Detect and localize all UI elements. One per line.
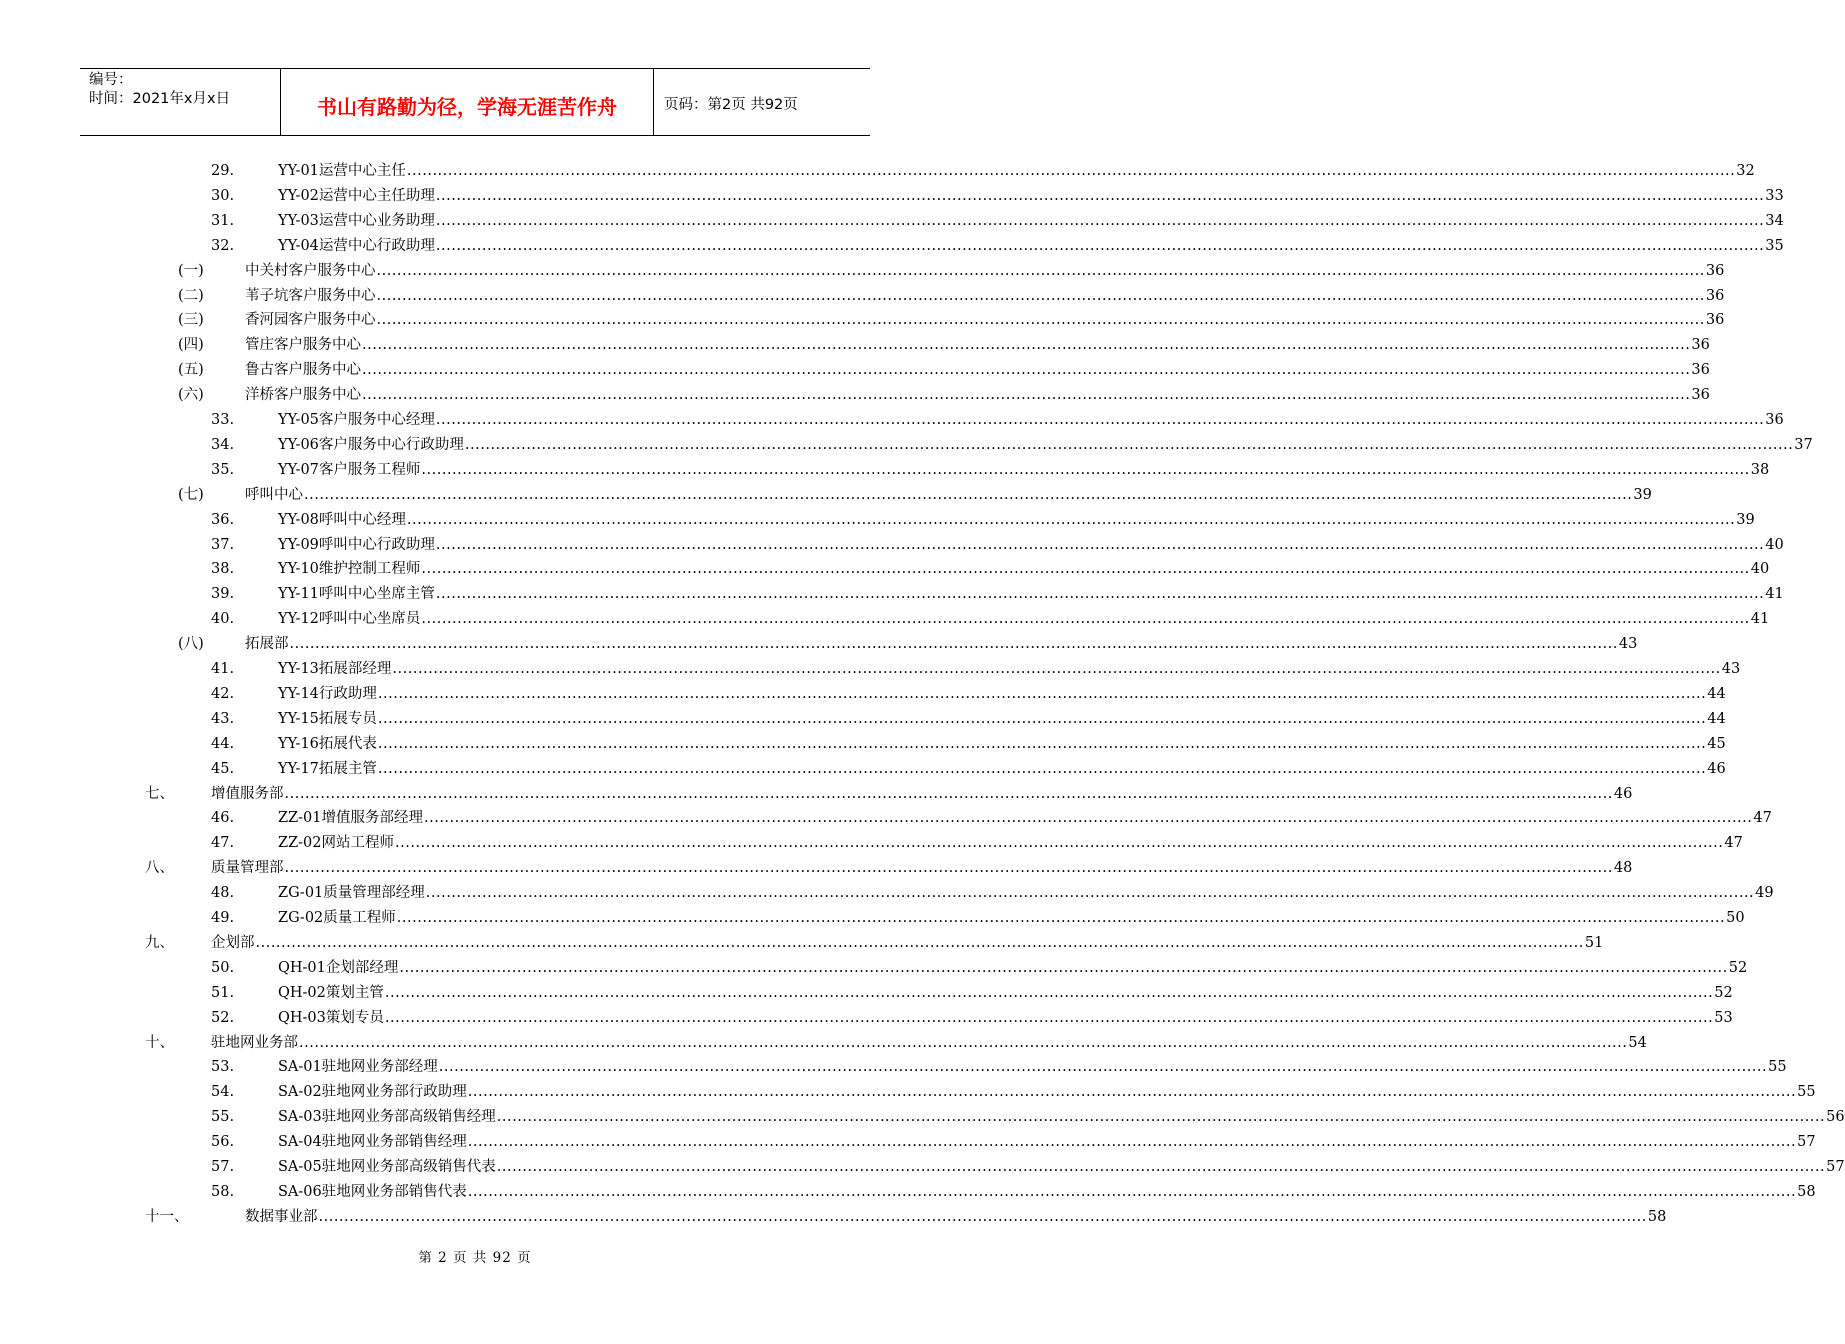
toc-entry-page: 40 — [1764, 533, 1783, 558]
toc-entry-title: YY-09呼叫中心行政助理 — [278, 533, 436, 558]
toc-entry-title: 拓展部 — [245, 632, 290, 657]
toc-entry[interactable] — [0, 159, 1755, 184]
toc-entry-line — [245, 1205, 1667, 1230]
toc-entry[interactable] — [0, 234, 1784, 259]
toc-entry[interactable] — [0, 1130, 1816, 1155]
toc-dot-leader: .................................................................................................................................................................................................................................................................... — [362, 387, 1691, 404]
toc-entry-page: 35 — [1764, 234, 1783, 259]
toc-entry-page: 36 — [1690, 383, 1709, 408]
toc-entry[interactable] — [0, 1180, 1816, 1205]
toc-dot-leader: .................................................................................................................................................................................................................................................................... — [467, 1084, 1797, 1101]
toc-entry-title: 增值服务部 — [211, 782, 285, 807]
toc-entry-line — [278, 806, 1772, 831]
toc-entry-number: (三) — [178, 312, 204, 329]
toc-entry-title: YY-01运营中心主任 — [278, 159, 407, 184]
toc-entry-page: 50 — [1725, 906, 1744, 931]
toc-entry-title: 数据事业部 — [245, 1205, 319, 1230]
toc-entry-page: 57 — [1825, 1155, 1844, 1180]
toc-entry-page: 46 — [1706, 757, 1725, 782]
toc-entry-line — [278, 906, 1745, 931]
toc-entry-number: 七、 — [145, 785, 174, 802]
toc-entry-number: 46. — [211, 810, 235, 827]
toc-dot-leader: .................................................................................................................................................................................................................................................................... — [438, 1059, 1768, 1076]
toc-entry-page: 36 — [1705, 259, 1724, 284]
toc-entry-title: YY-10维护控制工程师 — [278, 557, 421, 582]
toc-entry-number: 36. — [211, 511, 235, 528]
toc-entry-title: 苇子坑客户服务中心 — [245, 284, 377, 309]
toc-entry-number: 55. — [211, 1109, 235, 1126]
toc-entry-number: (六) — [178, 387, 204, 404]
toc-entry-line — [278, 184, 1784, 209]
toc-entry-line — [278, 682, 1726, 707]
toc-dot-leader: .................................................................................................................................................................................................................................................................... — [467, 1134, 1797, 1151]
toc-entry-page: 43 — [1721, 657, 1740, 682]
toc-entry-title: ZG-02质量工程师 — [278, 906, 397, 931]
toc-dot-leader: .................................................................................................................................................................................................................................................................... — [395, 835, 1724, 852]
toc-entry-line — [278, 209, 1784, 234]
toc-entry-line — [278, 533, 1784, 558]
toc-entry[interactable] — [0, 906, 1745, 931]
toc-entry[interactable] — [0, 259, 1725, 284]
toc-entry-title: 中关村客户服务中心 — [245, 259, 377, 284]
toc-entry-number: 29. — [211, 163, 235, 179]
toc-entry[interactable] — [0, 284, 1725, 309]
toc-entry-page: 36 — [1764, 408, 1783, 433]
toc-entry-page: 39 — [1735, 508, 1754, 533]
toc-entry-number: 38. — [211, 561, 235, 578]
toc-entry-line — [211, 1031, 1647, 1056]
toc-entry-number: (四) — [178, 337, 204, 354]
toc-entry-line — [278, 981, 1733, 1006]
toc-entry[interactable] — [0, 184, 1784, 209]
toc-entry-page: 56 — [1825, 1105, 1844, 1130]
toc-dot-leader: .................................................................................................................................................................................................................................................................... — [421, 461, 1750, 478]
toc-dot-leader: .................................................................................................................................................................................................................................................................... — [318, 1208, 1647, 1225]
toc-entry-number: 41. — [211, 661, 235, 677]
toc-dot-leader: .................................................................................................................................................................................................................................................................... — [425, 885, 1755, 902]
toc-entry-number: 九、 — [145, 934, 174, 951]
toc-dot-leader: .................................................................................................................................................................................................................................................................... — [304, 486, 1633, 503]
page-header — [80, 68, 870, 136]
toc-dot-leader: .................................................................................................................................................................................................................................................................... — [289, 636, 1618, 653]
toc-entry-line — [278, 1180, 1816, 1205]
toc-entry[interactable] — [0, 508, 1755, 533]
serial-label: 编号： — [89, 72, 133, 88]
toc-entry-title: ZG-01质量管理部经理 — [278, 881, 426, 906]
toc-entry-line — [245, 358, 1710, 383]
toc-entry-line — [278, 234, 1784, 259]
toc-entry[interactable] — [0, 1055, 1787, 1080]
toc-entry-number: (八) — [178, 636, 204, 653]
toc-entry[interactable] — [0, 956, 1748, 981]
toc-entry[interactable] — [0, 1006, 1733, 1031]
toc-entry-number: 42. — [211, 685, 235, 702]
toc-entry-number: 52. — [211, 1009, 235, 1026]
toc-dot-leader: .................................................................................................................................................................................................................................................................... — [421, 561, 1750, 578]
toc-dot-leader: .................................................................................................................................................................................................................................................................... — [255, 934, 1584, 951]
toc-entry[interactable] — [0, 881, 1774, 906]
toc-entry-number: 54. — [211, 1084, 235, 1101]
toc-entry-number: 34. — [211, 436, 235, 453]
toc-entry-page: 57 — [1796, 1130, 1815, 1155]
toc-entry-number: (二) — [178, 287, 204, 304]
toc-entry-line — [245, 284, 1725, 309]
header-meta — [80, 69, 281, 135]
toc-entry[interactable] — [0, 931, 1604, 956]
toc-entry-title: YY-08呼叫中心经理 — [278, 508, 407, 533]
toc-entry-title: SA-02驻地网业务部行政助理 — [278, 1080, 468, 1105]
toc-entry-page: 39 — [1632, 483, 1651, 508]
toc-entry[interactable] — [0, 831, 1743, 856]
toc-entry-title: YY-12呼叫中心坐席员 — [278, 607, 421, 632]
toc-entry-line — [278, 557, 1770, 582]
toc-dot-leader: .................................................................................................................................................................................................................................................................... — [496, 1109, 1826, 1126]
toc-entry-title: YY-04运营中心行政助理 — [278, 234, 436, 259]
toc-entry-line — [278, 1055, 1787, 1080]
toc-entry-page: 58 — [1647, 1205, 1666, 1230]
toc-entry[interactable] — [0, 707, 1726, 732]
toc-entry-title: QH-01企划部经理 — [278, 956, 399, 981]
toc-entry[interactable] — [0, 1080, 1816, 1105]
toc-entry-number: 58. — [211, 1183, 235, 1200]
toc-entry-title: 呼叫中心 — [245, 483, 304, 508]
toc-entry-title: 驻地网业务部 — [211, 1031, 299, 1056]
toc-entry-page: 48 — [1613, 856, 1632, 881]
toc-dot-leader: .................................................................................................................................................................................................................................................................... — [299, 1034, 1628, 1051]
toc-entry-page: 51 — [1584, 931, 1603, 956]
toc-entry[interactable] — [0, 856, 1633, 881]
toc-entry[interactable] — [0, 383, 1710, 408]
toc-entry-title: YY-03运营中心业务助理 — [278, 209, 436, 234]
header-page-info: 页码：第2页 共92页 — [664, 96, 798, 113]
toc-entry-line — [278, 1130, 1816, 1155]
toc-entry-line — [245, 259, 1725, 284]
toc-dot-leader: .................................................................................................................................................................................................................................................................... — [377, 685, 1707, 702]
toc-entry-number: 48. — [211, 885, 235, 902]
toc-entry-title: ZZ-01增值服务部经理 — [278, 806, 424, 831]
toc-entry-page: 33 — [1764, 184, 1783, 209]
toc-entry[interactable] — [0, 358, 1710, 383]
toc-entry-number: 39. — [211, 586, 235, 603]
page-footer: 第 2 页 共 92 页 — [418, 1250, 532, 1266]
toc-entry-line — [278, 732, 1726, 757]
toc-entry-number: 30. — [211, 187, 235, 204]
toc-entry-number: 43. — [211, 710, 235, 727]
toc-entry-line — [278, 831, 1743, 856]
toc-entry-title: SA-03驻地网业务部高级销售经理 — [278, 1105, 497, 1130]
toc-entry-line — [278, 433, 1813, 458]
toc-dot-leader: .................................................................................................................................................................................................................................................................... — [362, 362, 1691, 379]
toc-entry-number: 八、 — [145, 860, 174, 877]
toc-entry-line — [245, 483, 1652, 508]
toc-entry-number: 51. — [211, 984, 235, 1001]
toc-dot-leader: .................................................................................................................................................................................................................................................................... — [406, 511, 1736, 528]
toc-entry-number: 45. — [211, 760, 235, 777]
toc-dot-leader: .................................................................................................................................................................................................................................................................... — [435, 187, 1765, 204]
toc-entry-number: 44. — [211, 735, 235, 752]
toc-entry-page: 38 — [1750, 458, 1769, 483]
toc-dot-leader: .................................................................................................................................................................................................................................................................... — [421, 611, 1750, 628]
toc-entry-number: (七) — [178, 486, 204, 503]
toc-entry-title: 鲁古客户服务中心 — [245, 358, 362, 383]
toc-entry-page: 43 — [1618, 632, 1637, 657]
toc-entry[interactable] — [0, 533, 1784, 558]
toc-entry-line — [278, 881, 1774, 906]
toc-entry-title: YY-07客户服务工程师 — [278, 458, 421, 483]
toc-entry-line — [245, 333, 1710, 358]
toc-entry-line — [278, 1155, 1845, 1180]
toc-entry-page: 37 — [1793, 433, 1812, 458]
toc-entry-title: YY-17拓展主管 — [278, 757, 378, 782]
toc-entry-line — [278, 607, 1770, 632]
toc-entry-page: 58 — [1796, 1180, 1815, 1205]
toc-dot-leader: .................................................................................................................................................................................................................................................................... — [284, 860, 1613, 877]
toc-entry-page: 45 — [1706, 732, 1725, 757]
toc-entry[interactable] — [0, 1205, 1667, 1230]
toc-entry-number: 40. — [211, 611, 235, 628]
toc-entry-number: 47. — [211, 835, 235, 852]
toc-entry-title: SA-05驻地网业务部高级销售代表 — [278, 1155, 497, 1180]
toc-entry-page: 32 — [1735, 159, 1754, 184]
toc-entry[interactable] — [0, 732, 1726, 757]
toc-entry-line — [278, 1006, 1733, 1031]
toc-entry-line — [278, 458, 1770, 483]
time-label: 时间：2021年x月x日 — [89, 91, 231, 107]
toc-entry-title: SA-06驻地网业务部销售代表 — [278, 1180, 468, 1205]
toc-entry-page: 44 — [1706, 707, 1725, 732]
toc-entry-number: 53. — [211, 1059, 235, 1076]
toc-dot-leader: .................................................................................................................................................................................................................................................................... — [406, 163, 1736, 179]
toc-entry-number: 49. — [211, 910, 235, 926]
toc-entry-page: 54 — [1627, 1031, 1646, 1056]
toc-entry-line — [278, 657, 1741, 682]
toc-entry[interactable] — [0, 757, 1726, 782]
toc-entry-page: 55 — [1767, 1055, 1786, 1080]
header-motto: 书山有路勤为径，学海无涯苦作舟 — [281, 69, 654, 135]
toc-dot-leader: .................................................................................................................................................................................................................................................................... — [467, 1183, 1797, 1200]
toc-entry-line — [245, 632, 1638, 657]
toc-entry[interactable] — [0, 209, 1784, 234]
toc-entry[interactable] — [0, 333, 1710, 358]
toc-dot-leader: .................................................................................................................................................................................................................................................................... — [496, 1159, 1826, 1175]
toc-dot-leader: .................................................................................................................................................................................................................................................................... — [435, 237, 1765, 254]
toc-entry[interactable] — [0, 806, 1772, 831]
toc-entry-title: 管庄客户服务中心 — [245, 333, 362, 358]
toc-entry-title: ZZ-02网站工程师 — [278, 831, 395, 856]
toc-entry-page: 36 — [1705, 284, 1724, 309]
toc-dot-leader: .................................................................................................................................................................................................................................................................... — [435, 412, 1765, 428]
toc-entry-title: YY-15拓展专员 — [278, 707, 378, 732]
toc-entry-number: 57. — [211, 1159, 235, 1175]
toc-entry-page: 47 — [1723, 831, 1742, 856]
toc-entry-number: 50. — [211, 959, 235, 976]
toc-entry-line — [278, 757, 1726, 782]
toc-entry-line — [211, 856, 1633, 881]
toc-entry[interactable] — [0, 458, 1770, 483]
toc-entry-line — [278, 159, 1755, 184]
toc-entry[interactable] — [0, 557, 1770, 582]
toc-entry-page: 36 — [1705, 308, 1724, 333]
toc-entry-line — [211, 782, 1633, 807]
toc-entry-title: YY-06客户服务中心行政助理 — [278, 433, 465, 458]
toc-entry-number: 十一、 — [145, 1208, 189, 1225]
toc-entry-line — [278, 582, 1784, 607]
toc-entry-page: 52 — [1713, 981, 1732, 1006]
toc-entry[interactable] — [0, 1031, 1647, 1056]
toc-entry-title: SA-04驻地网业务部销售经理 — [278, 1130, 468, 1155]
toc-dot-leader: .................................................................................................................................................................................................................................................................... — [376, 312, 1705, 329]
toc-entry-title: 企划部 — [211, 931, 256, 956]
toc-entry[interactable] — [0, 1155, 1845, 1180]
toc-entry-number: 32. — [211, 237, 235, 254]
toc-entry-title: 洋桥客户服务中心 — [245, 383, 362, 408]
toc-entry-line — [278, 508, 1755, 533]
toc-entry[interactable] — [0, 483, 1652, 508]
toc-entry[interactable] — [0, 657, 1741, 682]
toc-entry[interactable] — [0, 582, 1784, 607]
toc-entry-number: (五) — [178, 362, 204, 379]
toc-entry-line — [278, 1105, 1845, 1130]
toc-dot-leader: .................................................................................................................................................................................................................................................................... — [424, 810, 1753, 827]
toc-entry-page: 40 — [1750, 557, 1769, 582]
toc-entry-number: 37. — [211, 536, 235, 553]
toc-entry-page: 46 — [1613, 782, 1632, 807]
toc-dot-leader: .................................................................................................................................................................................................................................................................... — [377, 760, 1707, 777]
toc-dot-leader: .................................................................................................................................................................................................................................................................... — [392, 661, 1721, 677]
toc-entry-title: QH-02策划主管 — [278, 981, 385, 1006]
toc-entry-page: 36 — [1690, 358, 1709, 383]
toc-dot-leader: .................................................................................................................................................................................................................................................................... — [376, 287, 1705, 304]
toc-entry-title: QH-03策划专员 — [278, 1006, 385, 1031]
toc-dot-leader: .................................................................................................................................................................................................................................................................... — [435, 536, 1765, 553]
toc-entry-line — [278, 408, 1784, 433]
toc-dot-leader: .................................................................................................................................................................................................................................................................... — [384, 1009, 1714, 1026]
toc-entry-page: 49 — [1754, 881, 1773, 906]
toc-dot-leader: .................................................................................................................................................................................................................................................................... — [464, 436, 1794, 453]
toc-entry-number: 十、 — [145, 1034, 174, 1051]
toc-entry-line — [278, 1080, 1816, 1105]
toc-entry[interactable] — [0, 308, 1725, 333]
toc-entry-page: 41 — [1750, 607, 1769, 632]
toc-entry-title: YY-14行政助理 — [278, 682, 378, 707]
toc-entry-title: YY-05客户服务中心经理 — [278, 408, 436, 433]
toc-entry-number: 35. — [211, 461, 235, 478]
toc-entry-line — [245, 308, 1725, 333]
toc-dot-leader: .................................................................................................................................................................................................................................................................... — [377, 710, 1707, 727]
toc-dot-leader: .................................................................................................................................................................................................................................................................... — [362, 337, 1691, 354]
toc-entry-line — [211, 931, 1604, 956]
toc-entry[interactable] — [0, 682, 1726, 707]
toc-entry-title: YY-16拓展代表 — [278, 732, 378, 757]
toc-entry-line — [278, 707, 1726, 732]
toc-entry-page: 55 — [1796, 1080, 1815, 1105]
toc-dot-leader: .................................................................................................................................................................................................................................................................... — [376, 262, 1705, 279]
toc-dot-leader: .................................................................................................................................................................................................................................................................... — [399, 959, 1728, 976]
toc-entry-number: 56. — [211, 1134, 235, 1151]
toc-entry-page: 34 — [1764, 209, 1783, 234]
toc-dot-leader: .................................................................................................................................................................................................................................................................... — [384, 984, 1714, 1001]
toc-entry[interactable] — [0, 981, 1733, 1006]
toc-entry-page: 36 — [1690, 333, 1709, 358]
toc-entry-title: YY-02运营中心主任助理 — [278, 184, 436, 209]
toc-entry-line — [245, 383, 1710, 408]
toc-entry-line — [278, 956, 1748, 981]
toc-entry-number: 31. — [211, 212, 235, 229]
toc-entry-title: SA-01驻地网业务部经理 — [278, 1055, 439, 1080]
toc-entry[interactable] — [0, 782, 1633, 807]
toc-entry-title: YY-13拓展部经理 — [278, 657, 392, 682]
toc-dot-leader: .................................................................................................................................................................................................................................................................... — [284, 785, 1613, 802]
toc-entry[interactable] — [0, 408, 1784, 433]
toc-entry[interactable] — [0, 632, 1638, 657]
toc-entry-page: 52 — [1728, 956, 1747, 981]
toc-entry[interactable] — [0, 433, 1813, 458]
toc-entry-page: 44 — [1706, 682, 1725, 707]
toc-entry-page: 53 — [1713, 1006, 1732, 1031]
toc-dot-leader: .................................................................................................................................................................................................................................................................... — [435, 212, 1765, 229]
toc-dot-leader: .................................................................................................................................................................................................................................................................... — [396, 910, 1726, 926]
toc-entry[interactable] — [0, 607, 1770, 632]
toc-entry-page: 41 — [1764, 582, 1783, 607]
toc-entry-title: 质量管理部 — [211, 856, 285, 881]
toc-entry-number: 33. — [211, 412, 235, 428]
toc-entry-number: (一) — [178, 262, 204, 279]
toc-entry[interactable] — [0, 1105, 1845, 1130]
toc-entry-title: YY-11呼叫中心坐席主管 — [278, 582, 436, 607]
toc-dot-leader: .................................................................................................................................................................................................................................................................... — [435, 586, 1765, 603]
toc-dot-leader: .................................................................................................................................................................................................................................................................... — [377, 735, 1707, 752]
toc-entry-title: 香河园客户服务中心 — [245, 308, 377, 333]
toc-entry-page: 47 — [1752, 806, 1771, 831]
